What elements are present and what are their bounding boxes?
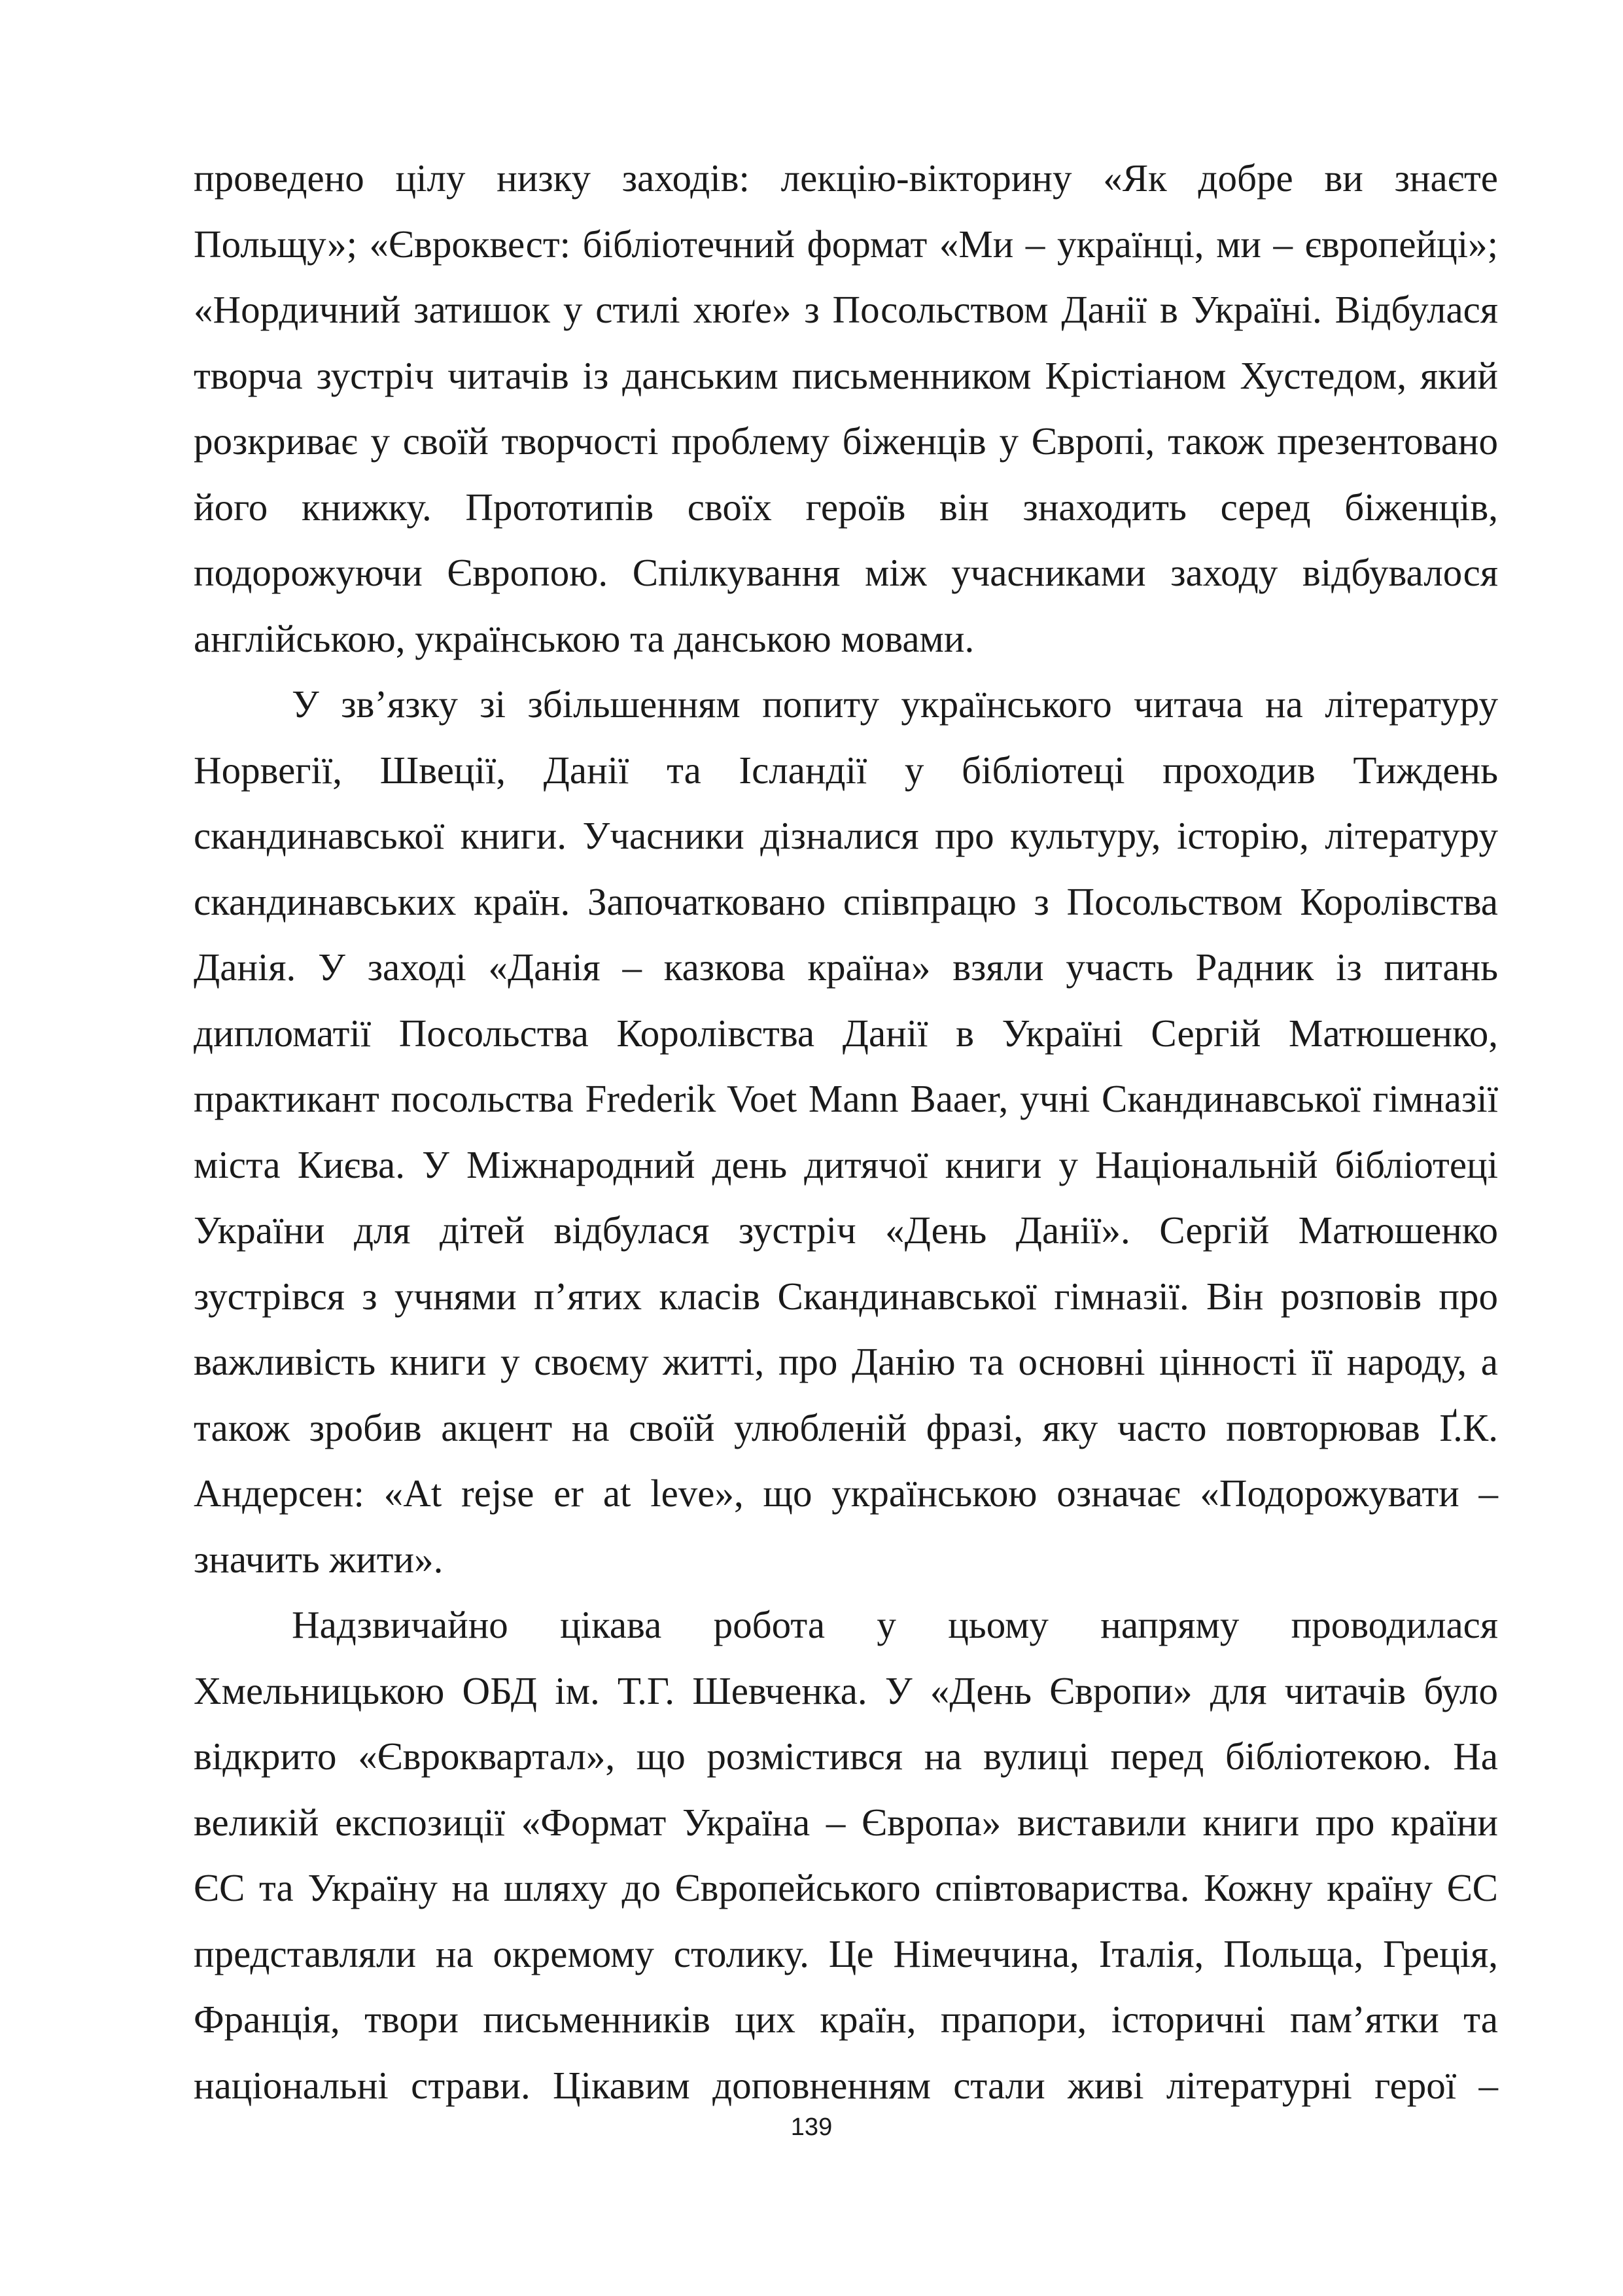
page-number: 139 xyxy=(790,2113,833,2141)
paragraph-1: проведено цілу низку заходів: лекцію-вікторину «Як добре ви знаєте Польщу»; «Євроквест: бібліотечний формат «Ми – українці, ми – європейці»; «Нордичний затишок у стилі хюґе» з Посольством Данії в Україні. Відбулася творча зустріч читачів із данським письменником Крістіаном Хустедом, який розкриває у своїй творчості проблему біженців у Європі, також презентовано його книжку. Прототипів своїх героїв він знаходить серед біженців, подорожуючи Європою. Спілкування між учасниками заходу відбувалося англійською, українською та данською мовами. xyxy=(194,156,1498,660)
paragraph-2: У зв’язку зі збільшенням попиту українського читача на літературу Норвегії, Швеції, Данії та Ісландії у бібліотеці проходив Тиждень скандинавської книги. Учасники дізналися про культуру, історію, літературу скандинавських країн. Започатковано співпрацю з Посольством Королівства Данія. У заході «Данія – казкова країна» взяли участь Радник із питань дипломатії Посольства Королівства Данії в Україні Сергій Матюшенко, практикант посольства Frederik Voet Mann Baaer, учні Скандинавської гімназії міста Києва. У Міжнародний день дитячої книги у Національній бібліотеці України для дітей відбулася зустріч «День Данії». Сергій Матюшенко зустрівся з учнями п’ятих класів Скандинавської гімназії. Він розповів про важливість книги у своєму житті, про Данію та основні цінності її народу, а також зробив акцент на своїй улюбленій фразі, яку часто повторював Ґ.К. Андерсен: «At rejse er at leve», що українською означає «Подорожувати – значить жити». xyxy=(194,682,1498,1581)
paragraph-3: Надзвичайно цікава робота у цьому напряму проводилася Хмельницькою ОБД ім. Т.Г. Шевченка. У «День Європи» для читачів було відкрито «Євроквартал», що розмістився на вулиці перед бібліотекою. На великій експозиції «Формат Україна – Європа» виставили книги про країни ЄС та Україну на шляху до Європейського співтовариства. Кожну країну ЄС представляли на окремому столику. Це Німеччина, Італія, Польща, Греція, Франція, твори письменників цих країн, прапори, історичні пам’ятки та національні страви. Цікавим доповненням стали живі літературні герої – xyxy=(194,1603,1498,2107)
body-text xyxy=(194,145,1498,2118)
